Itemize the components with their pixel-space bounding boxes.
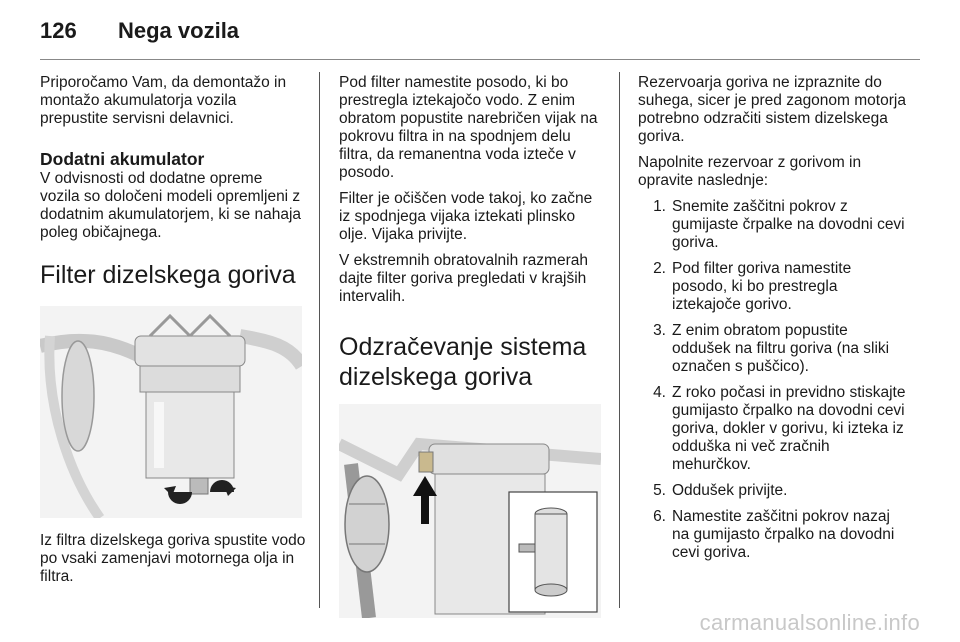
column-divider <box>319 72 320 608</box>
paragraph-container: Pod filter namestite posodo, ki bo prestregla iztekajočo vodo. Z enim obratom popustite narebričen vijak na pokrovu filtra in na spodnjem delu filtra, da remanentna voda izteče v posodo. <box>339 74 598 181</box>
header-rule <box>40 59 920 60</box>
list-item: 6. Namestite zaščitni pokrov nazaj na gumijasto črpalko na dovodni cevi goriva. <box>653 508 895 561</box>
column-divider <box>619 72 620 608</box>
column-2 <box>339 74 607 618</box>
column-3 <box>638 74 908 570</box>
watermark: carmanualsonline.info <box>699 610 920 635</box>
heading-diesel-filter: Filter dizelskega goriva <box>40 261 296 289</box>
additional-battery-text: V odvisnosti od dodatne opreme vozila so določeni modeli opremljeni z dodatnim akumulatorjem, ki se nahaja poleg običajnega. <box>40 170 302 241</box>
heading-bleeding-system <box>339 332 607 392</box>
list-item: 5. Oddušek privijte. <box>653 482 788 499</box>
list-item: 4. Z roko počasi in previdno stiskajte gumijasto črpalko na dovodni cevi goriva, dokler v gorivu, ki izteka iz odduška ni več zračnih mehurčkov. <box>653 384 906 473</box>
paragraph-extreme-conditions: V ekstremnih obratovalnih razmerah dajte filter goriva pregledati v krajših intervalih. <box>339 252 588 305</box>
list-item: 1. Snemite zaščitni pokrov z gumijaste črpalke na dovodni cevi goriva. <box>653 198 905 251</box>
page-header <box>40 18 239 48</box>
section-title: Nega vozila <box>118 18 240 43</box>
page-number: 126 <box>40 18 77 43</box>
fuel-pump-illustration <box>339 404 601 618</box>
intro-paragraph: Priporočamo Vam, da demontažo in montažo akumulatorja vozila prepustite servisni delavnici. <box>40 74 287 127</box>
paragraph-tank-warning: Rezervoarja goriva ne izpraznite do suhega, sicer je pred zagonom motorja potrebno odzračiti sistem dizelskega goriva. <box>638 74 906 145</box>
list-item: 3. Z enim obratom popustite oddušek na filtru goriva (na sliki označen s puščico). <box>653 322 890 375</box>
paragraph-filter-clean: Filter je očiščen vode takoj, ko začne iz spodnjega vijaka iztekati plinsko olje. Vijaka privijte. <box>339 190 593 243</box>
diesel-filter-illustration <box>40 306 302 518</box>
paragraph-refill: Napolnite rezervoar z gorivom in opravite naslednje: <box>638 154 862 189</box>
bleeding-steps-list <box>638 198 908 562</box>
list-item: 2. Pod filter goriva namestite posodo, ki bo prestregla iztekajoče gorivo. <box>653 260 852 313</box>
drain-water-text: Iz filtra dizelskega goriva spustite vodo po vsaki zamenjavi motornega olja in filtra. <box>40 532 306 585</box>
heading-line-2: dizelskega goriva <box>339 363 533 391</box>
column-1 <box>40 74 306 594</box>
heading-line-1: Odzračevanje sistema <box>339 333 587 361</box>
subheading-additional-battery: Dodatni akumulator <box>40 149 205 169</box>
